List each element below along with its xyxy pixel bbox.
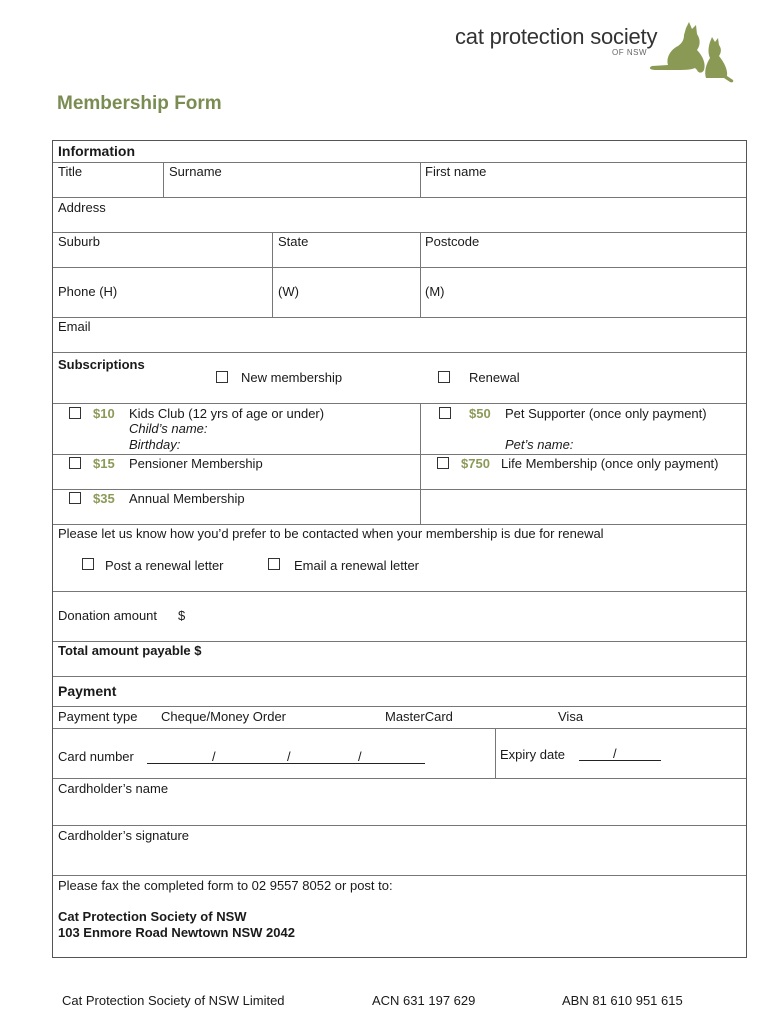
pensioner-label: Pensioner Membership	[129, 456, 263, 471]
postcode-field[interactable]: Postcode	[425, 234, 480, 249]
cardholder-name-field[interactable]: Cardholder’s name	[58, 781, 169, 796]
new-membership-label: New membership	[241, 370, 343, 385]
annual-membership-checkbox[interactable]	[69, 492, 81, 504]
life-membership-checkbox[interactable]	[437, 457, 449, 469]
cell-divider	[495, 728, 496, 778]
footer-abn: ABN 81 610 951 615	[562, 993, 683, 1008]
donation-amount-label: Donation amount	[58, 608, 158, 623]
pet-supporter-checkbox[interactable]	[439, 407, 451, 419]
birthday-field[interactable]: Birthday:	[129, 437, 181, 452]
post-renewal-checkbox[interactable]	[82, 558, 94, 570]
post-renewal-label: Post a renewal letter	[105, 558, 224, 573]
logo-text: cat protection society	[455, 24, 658, 49]
fax-instruction: Please fax the completed form to 02 9557 8052 or post to:	[58, 878, 393, 893]
postal-organisation: Cat Protection Society of NSW	[58, 909, 247, 924]
row-divider	[53, 641, 746, 642]
renewal-label: Renewal	[469, 370, 520, 385]
row-divider	[53, 454, 746, 455]
cell-divider	[272, 232, 273, 317]
contact-preference-prompt: Please let us know how you’d prefer to be contacted when your membership is due for renewal	[58, 526, 604, 541]
row-divider	[53, 403, 746, 404]
card-number-separator: /	[212, 749, 216, 764]
cardholder-signature-field[interactable]: Cardholder’s signature	[58, 828, 190, 843]
row-divider	[53, 197, 746, 198]
card-number-separator: /	[287, 749, 291, 764]
payment-type-label: Payment type	[58, 709, 138, 724]
small-cat-silhouette	[705, 37, 733, 82]
payment-option-mastercard[interactable]: MasterCard	[385, 709, 453, 724]
row-divider	[53, 728, 746, 729]
row-divider	[53, 489, 746, 490]
row-divider	[53, 267, 746, 268]
pet-name-field[interactable]: Pet’s name:	[505, 437, 574, 452]
annual-membership-label: Annual Membership	[129, 491, 245, 506]
email-renewal-checkbox[interactable]	[268, 558, 280, 570]
pensioner-checkbox[interactable]	[69, 457, 81, 469]
cats-logo-icon	[648, 22, 736, 84]
cell-divider	[420, 232, 421, 317]
subscriptions-heading: Subscriptions	[58, 357, 145, 372]
pet-supporter-price: $50	[469, 406, 491, 421]
expiry-separator: /	[613, 746, 617, 761]
row-divider	[53, 825, 746, 826]
page-title: Membership Form	[57, 93, 222, 114]
row-divider	[53, 352, 746, 353]
row-divider	[53, 676, 746, 677]
surname-field[interactable]: Surname	[169, 164, 222, 179]
annual-membership-price: $35	[93, 491, 115, 506]
cell-divider	[420, 162, 421, 197]
card-number-input[interactable]	[147, 763, 425, 764]
row-divider	[53, 162, 746, 163]
address-field[interactable]: Address	[58, 200, 106, 215]
card-number-separator: /	[358, 749, 362, 764]
phone-home-field[interactable]: Phone (H)	[58, 284, 118, 299]
payment-option-cheque[interactable]: Cheque/Money Order	[161, 709, 287, 724]
payment-heading: Payment	[58, 683, 117, 699]
cell-divider	[163, 162, 164, 197]
row-divider	[53, 875, 746, 876]
kids-club-checkbox[interactable]	[69, 407, 81, 419]
row-divider	[53, 591, 746, 592]
email-field[interactable]: Email	[58, 319, 91, 334]
suburb-field[interactable]: Suburb	[58, 234, 100, 249]
phone-work-field[interactable]: (W)	[278, 284, 299, 299]
row-divider	[53, 232, 746, 233]
expiry-date-input[interactable]	[579, 760, 661, 761]
first-name-field[interactable]: First name	[425, 164, 487, 179]
cell-divider	[420, 403, 421, 524]
phone-mobile-field[interactable]: (M)	[425, 284, 445, 299]
logo-subtitle: OF NSW	[612, 48, 647, 57]
postal-address: 103 Enmore Road Newtown NSW 2042	[58, 925, 295, 940]
child-name-field[interactable]: Child’s name:	[129, 421, 208, 436]
row-divider	[53, 524, 746, 525]
payment-option-visa[interactable]: Visa	[558, 709, 584, 724]
title-field[interactable]: Title	[58, 164, 83, 179]
life-membership-price: $750	[461, 456, 490, 471]
new-membership-checkbox[interactable]	[216, 371, 228, 383]
pensioner-price: $15	[93, 456, 115, 471]
life-membership-label: Life Membership (once only payment)	[501, 456, 719, 471]
information-heading: Information	[58, 143, 135, 159]
state-field[interactable]: State	[278, 234, 309, 249]
total-amount-label[interactable]: Total amount payable $	[58, 643, 202, 658]
email-renewal-label: Email a renewal letter	[294, 558, 419, 573]
kids-club-label: Kids Club (12 yrs of age or under)	[129, 406, 325, 421]
big-cat-silhouette	[650, 22, 705, 73]
footer-company: Cat Protection Society of NSW Limited	[62, 993, 285, 1008]
row-divider	[53, 317, 746, 318]
renewal-checkbox[interactable]	[438, 371, 450, 383]
expiry-date-label: Expiry date	[500, 747, 566, 762]
row-divider	[53, 706, 746, 707]
donation-currency[interactable]: $	[178, 608, 186, 623]
footer-acn: ACN 631 197 629	[372, 993, 476, 1008]
kids-club-price: $10	[93, 406, 115, 421]
row-divider	[53, 778, 746, 779]
membership-form	[52, 140, 747, 958]
pet-supporter-label: Pet Supporter (once only payment)	[505, 406, 707, 421]
card-number-label: Card number	[58, 749, 134, 764]
